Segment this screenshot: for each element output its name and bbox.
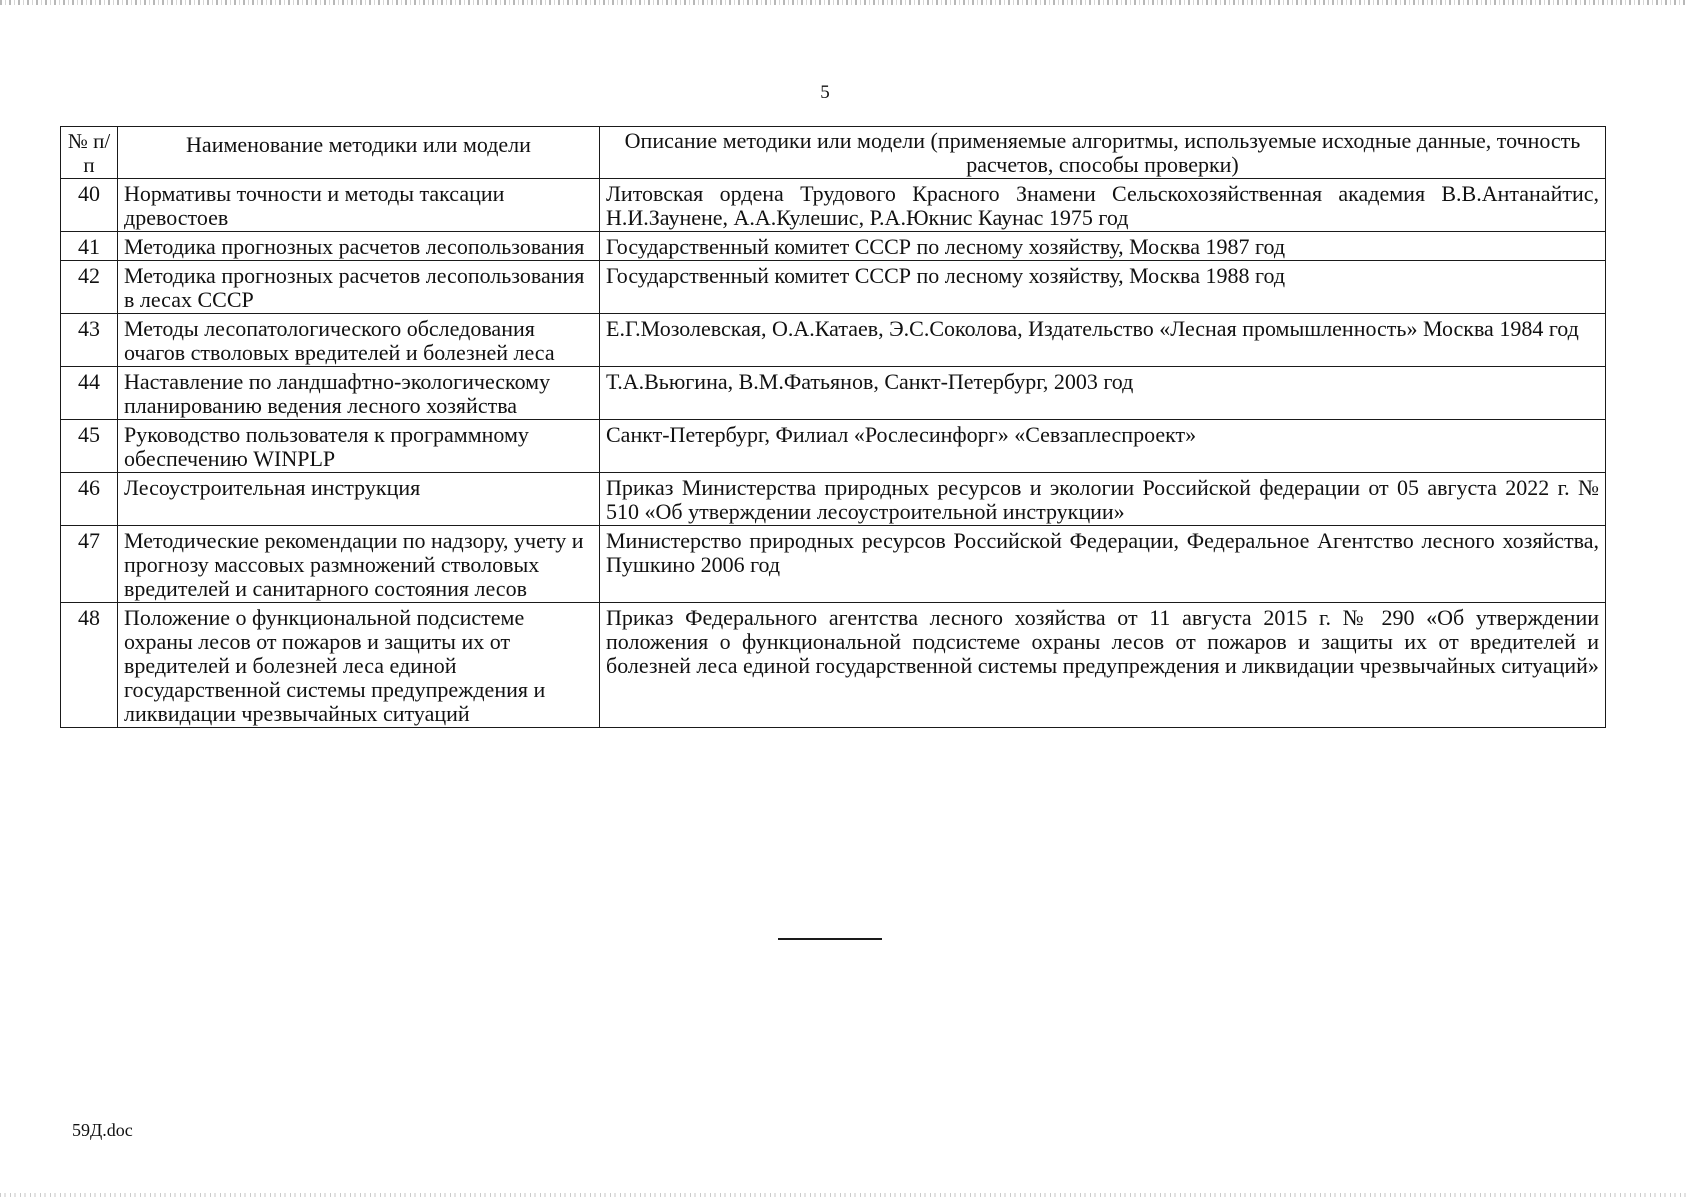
row-method-name: Наставление по ландшафтно-экологическому планированию ведения лесного хозяйства [118,367,600,420]
header-number: № п/п [61,127,118,179]
row-method-description: Е.Г.Мозолевская, О.А.Катаев, Э.С.Соколова, Издательство «Лесная промышленность» Москва 1984 год [600,314,1606,367]
table-row [61,232,1606,261]
scan-edge-bottom [0,1193,1686,1197]
row-number: 44 [61,367,118,420]
row-method-name: Лесоустроительная инструкция [118,473,600,526]
row-method-description: Приказ Федерального агентства лесного хозяйства от 11 августа 2015 г. № 290 «Об утверждении положения о функциональной подсистеме охраны лесов от пожаров и защиты их от вредителей и болезней леса единой государственной системы предупреждения и ликвидации чрезвычайных ситуаций» [600,603,1606,728]
row-method-description: Государственный комитет СССР по лесному хозяйству, Москва 1988 год [600,261,1606,314]
row-number: 42 [61,261,118,314]
page-number: 5 [820,82,830,103]
header-method-description: Описание методики или модели (применяемые алгоритмы, используемые исходные данные, точность расчетов, способы проверки) [600,127,1606,179]
row-number: 43 [61,314,118,367]
table-row [61,179,1606,232]
row-method-name: Руководство пользователя к программному обеспечению WINPLP [118,420,600,473]
row-method-description: Т.А.Вьюгина, В.М.Фатьянов, Санкт-Петербург, 2003 год [600,367,1606,420]
table-row [61,367,1606,420]
row-method-name: Методика прогнозных расчетов лесопользования в лесах СССР [118,261,600,314]
table-row [61,603,1606,728]
row-method-description: Санкт-Петербург, Филиал «Рослесинфорг» «Севзаплеспроект» [600,420,1606,473]
end-of-document-rule [778,938,882,940]
row-method-name: Методика прогнозных расчетов лесопользования [118,232,600,261]
table-row [61,473,1606,526]
row-method-description: Государственный комитет СССР по лесному хозяйству, Москва 1987 год [600,232,1606,261]
table-row [61,261,1606,314]
row-number: 47 [61,526,118,603]
row-number: 46 [61,473,118,526]
methods-table [60,126,1606,728]
row-number: 41 [61,232,118,261]
row-method-name: Методы лесопатологического обследования очагов стволовых вредителей и болезней леса [118,314,600,367]
row-number: 48 [61,603,118,728]
scan-edge-top [0,0,1686,5]
table-row [61,314,1606,367]
table-row [61,420,1606,473]
row-method-name: Нормативы точности и методы таксации древостоев [118,179,600,232]
table-header-row [61,127,1606,179]
row-method-name: Методические рекомендации по надзору, учету и прогнозу массовых размножений стволовых вредителей и санитарного состояния лесов [118,526,600,603]
row-method-description: Литовская ордена Трудового Красного Знамени Сельскохозяйственная академия В.В.Антанайтис, Н.И.Заунене, А.А.Кулешис, Р.А.Юкнис Каунас 1975 год [600,179,1606,232]
row-method-name: Положение о функциональной подсистеме охраны лесов от пожаров и защиты их от вредителей и болезней леса единой государственной системы предупреждения и ликвидации чрезвычайных ситуаций [118,603,600,728]
header-method-name: Наименование методики или модели [118,127,600,179]
row-method-description: Министерство природных ресурсов Российской Федерации, Федеральное Агентство лесного хозяйства, Пушкино 2006 год [600,526,1606,603]
row-number: 45 [61,420,118,473]
row-method-description: Приказ Министерства природных ресурсов и экологии Российской федерации от 05 августа 2022 г. № 510 «Об утверждении лесоустроительной инструкции» [600,473,1606,526]
row-number: 40 [61,179,118,232]
table-row [61,526,1606,603]
footer-filename: 59Д.doc [72,1120,133,1140]
